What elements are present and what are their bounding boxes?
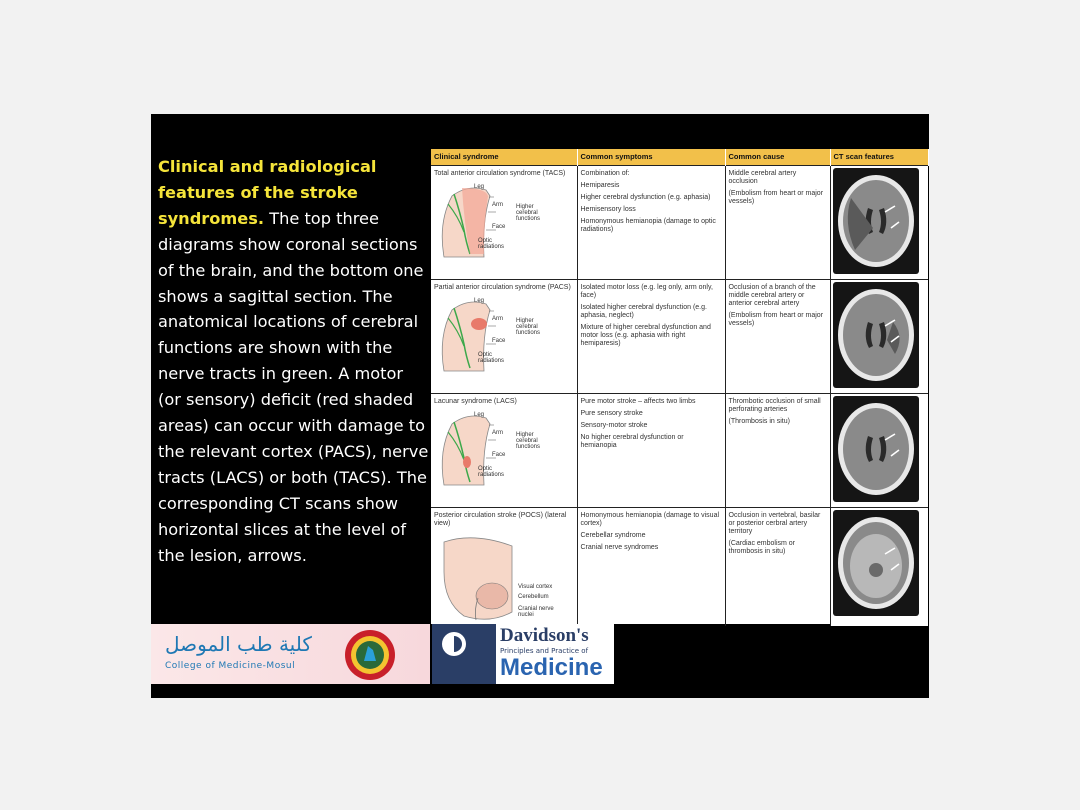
college-name-english: College of Medicine-Mosul xyxy=(165,661,296,671)
cell-ct-scan xyxy=(830,393,928,507)
cell-ct-scan xyxy=(830,279,928,393)
cause-text: (Thrombosis in situ) xyxy=(728,417,790,425)
cause-text: (Cardiac embolism or thrombosis in situ) xyxy=(728,539,796,555)
syndrome-name: Posterior circulation stroke (POCS) (lateral view) xyxy=(434,511,567,527)
sagittal-label: Cranial nerve nuclei xyxy=(518,605,554,618)
coronal-label: Arm xyxy=(492,201,503,208)
cell-cause xyxy=(725,507,830,626)
college-seal-icon xyxy=(337,628,403,682)
ct-brain-icon xyxy=(833,510,919,616)
book-title: Davidson's xyxy=(500,625,589,646)
coronal-label: Arm xyxy=(492,429,503,436)
sagittal-label: Cerebellum xyxy=(518,593,549,600)
coronal-section-icon xyxy=(434,410,514,490)
syndrome-name: Partial anterior circulation syndrome (PACS) xyxy=(434,283,571,291)
college-name-arabic: كلية طب الموصل xyxy=(165,632,312,656)
coronal-label: Optic radiations xyxy=(478,351,505,364)
coronal-brain-diagram xyxy=(434,410,574,490)
book-cover-icon xyxy=(432,624,496,684)
table-row xyxy=(431,393,928,507)
symptom-text: Hemisensory loss xyxy=(580,205,636,213)
header-common-symptoms: Common symptoms xyxy=(577,149,725,165)
sagittal-brain-diagram xyxy=(434,532,574,622)
coronal-section-icon xyxy=(434,296,514,376)
ct-scan-image xyxy=(833,396,919,502)
book-subtitle: Principles and Practice of xyxy=(500,647,589,655)
college-logo xyxy=(151,624,430,684)
table-row xyxy=(431,507,928,626)
davidsons-logo xyxy=(432,624,614,684)
coronal-section-icon xyxy=(434,182,514,262)
symptom-text: Sensory-motor stroke xyxy=(580,421,648,429)
symptom-text: Combination of: xyxy=(580,169,630,177)
book-word-medicine: Medicine xyxy=(500,654,603,681)
coronal-label: Optic radiations xyxy=(478,237,505,250)
coronal-label: Leg xyxy=(474,297,485,304)
sagittal-label: Visual cortex xyxy=(518,583,553,590)
ct-scan-image xyxy=(833,168,919,274)
cell-symptoms xyxy=(577,393,725,507)
coronal-label: Face xyxy=(492,451,506,458)
cell-ct-scan xyxy=(830,165,928,279)
ct-brain-icon xyxy=(833,282,919,388)
coronal-label: Higher cerebral functions xyxy=(516,431,541,450)
symptom-text: Cerebellar syndrome xyxy=(580,531,646,539)
symptom-text: Homonymous hemianopia (damage to optic radiations) xyxy=(580,217,716,233)
cell-symptoms xyxy=(577,507,725,626)
cell-syndrome xyxy=(431,393,577,507)
cell-syndrome xyxy=(431,279,577,393)
caption-body: The top three diagrams show coronal sections of the brain, and the bottom one shows a sagittal section. The anatomical locations of cerebral functions are shown with the nerve tracts in green. A motor (or sensory) deficit (red shaded areas) can occur with damage to the relevant cortex (PACS), nerve tracts (LACS) or both (TACS). The corresponding CT scans show horizontal slices at the level of the lesion, arrows. xyxy=(158,208,429,565)
table-row xyxy=(431,279,928,393)
coronal-label: Arm xyxy=(492,315,503,322)
coronal-label: Optic radiations xyxy=(478,465,505,478)
cause-text: Middle cerebral artery occlusion xyxy=(728,169,797,185)
cause-text: Occlusion of a branch of the middle cerebral artery or anterior cerebral artery xyxy=(728,283,816,307)
cell-cause xyxy=(725,165,830,279)
ct-brain-icon xyxy=(833,396,919,502)
cause-text: (Embolism from heart or major vessels) xyxy=(728,311,824,327)
cause-text: (Embolism from heart or major vessels) xyxy=(728,189,824,205)
ct-scan-image xyxy=(833,282,919,388)
cell-syndrome xyxy=(431,507,577,626)
syndrome-name: Lacunar syndrome (LACS) xyxy=(434,397,517,405)
symptom-text: Pure sensory stroke xyxy=(580,409,643,417)
sagittal-section-icon xyxy=(434,532,514,622)
cause-text: Occlusion in vertebral, basilar or posterior cerbral artery territory xyxy=(728,511,821,535)
ct-brain-icon xyxy=(833,168,919,274)
symptom-text: Cranial nerve syndromes xyxy=(580,543,659,551)
cell-syndrome xyxy=(431,165,577,279)
coronal-label: Leg xyxy=(474,411,485,418)
symptom-text: Isolated higher cerebral dysfunction (e.g. aphasia, neglect) xyxy=(580,303,707,319)
header-clinical-syndrome: Clinical syndrome xyxy=(431,149,577,165)
footer-logos xyxy=(151,624,929,698)
symptom-text: Hemiparesis xyxy=(580,181,620,189)
coronal-label: Face xyxy=(492,223,506,230)
cell-ct-scan xyxy=(830,507,928,626)
cell-symptoms xyxy=(577,165,725,279)
ct-scan-image xyxy=(833,510,919,616)
table-row xyxy=(431,165,928,279)
header-common-cause: Common cause xyxy=(725,149,830,165)
symptom-text: Mixture of higher cerebral dysfunction and motor loss (e.g. aphasia with right hemiparesis) xyxy=(580,323,711,347)
coronal-label: Face xyxy=(492,337,506,344)
symptom-text: Higher cerebral dysfunction (e.g. aphasia) xyxy=(580,193,711,201)
cell-symptoms xyxy=(577,279,725,393)
slide xyxy=(151,114,929,698)
cause-text: Thrombotic occlusion of small perforating arteries xyxy=(728,397,821,413)
coronal-label: Higher cerebral functions xyxy=(516,203,541,222)
symptom-text: Homonymous hemianopia (damage to visual cortex) xyxy=(580,511,720,527)
cell-cause xyxy=(725,393,830,507)
cell-cause xyxy=(725,279,830,393)
coronal-label: Leg xyxy=(474,183,485,190)
coronal-brain-diagram xyxy=(434,296,574,376)
syndrome-name: Total anterior circulation syndrome (TACS) xyxy=(434,169,566,177)
symptom-text: Pure motor stroke – affects two limbs xyxy=(580,397,696,405)
coronal-label: Higher cerebral functions xyxy=(516,317,541,336)
caption-heading: Clinical and radiological features of the stroke syndromes. xyxy=(158,157,377,228)
header-ct-features: CT scan features xyxy=(830,149,928,165)
stroke-syndromes-table xyxy=(431,149,928,624)
caption-text xyxy=(158,154,430,569)
symptom-text: No higher cerebral dysfunction or hemianopia xyxy=(580,433,684,449)
symptom-text: Isolated motor loss (e.g. leg only, arm only, face) xyxy=(580,283,713,299)
coronal-brain-diagram xyxy=(434,182,574,262)
